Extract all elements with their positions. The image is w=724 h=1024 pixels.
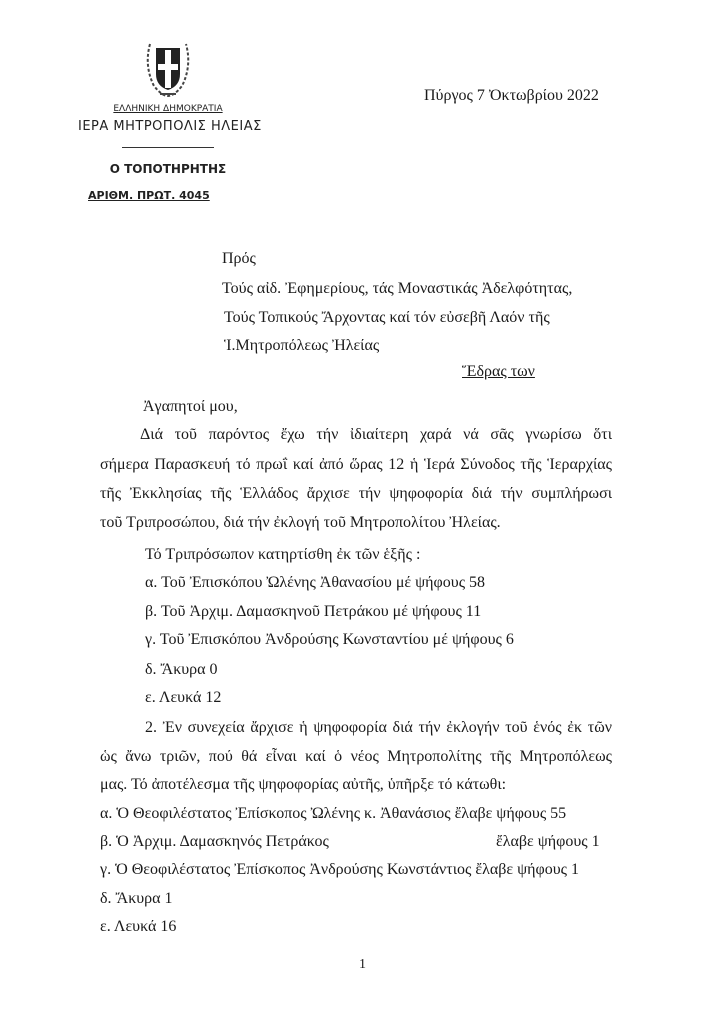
- salutation: Ἀγαπητοί μου,: [143, 398, 238, 415]
- office-title: Ο ΤΟΠΟΤΗΡΗΤΗΣ: [109, 162, 227, 176]
- body-line: τοῦ Τριπροσώπου, διά τήν ἐκλογή τοῦ Μητροπολίτου Ἠλείας.: [100, 514, 501, 531]
- recipient-line: Ἱ.Μητροπόλεως Ἠλείας: [224, 337, 380, 354]
- result-item: γ. Ὁ Θεοφιλέστατος Ἐπίσκοπος Ἀνδρούσης Κωνστάντιος ἔλαβε ψήφους 1: [100, 861, 579, 878]
- result-item: α. Ὁ Θεοφιλέστατος Ἐπίσκοπος Ὠλένης κ. Ἀθανάσιος ἔλαβε ψήφους 55: [100, 805, 567, 822]
- recipient-line: Τούς αἰδ. Ἐφημερίους, τάς Μοναστικάς Ἀδελφότητας,: [222, 280, 573, 297]
- recipient-line: Τούς Τοπικούς Ἄρχοντας καί τόν εὐσεβῆ Λαόν τῆς: [224, 309, 550, 326]
- organization-name: ΙΕΡΑ ΜΗΤΡΟΠΟΛΙΣ ΗΛΕΙΑΣ: [78, 119, 262, 134]
- body-line: μας. Τό ἀποτέλεσμα τῆς ψηφοφορίας αὐτῆς, ὑπῆρξε τό κάτωθι:: [100, 776, 507, 793]
- body-line: ὡς ἄνω τριῶν, πού θά εἶναι καί ὁ νέος Μητροπολίτης τῆς Μητροπόλεως: [100, 748, 612, 765]
- recipients-to: Πρός: [222, 250, 256, 267]
- body-line: τῆς Ἐκκλησίας τῆς Ἑλλάδος ἄρχισε τήν ψηφοφορία διά τήν συμπλήρωσι: [100, 485, 612, 502]
- recipients-seats: Ἕδρας των: [462, 363, 535, 380]
- divider-ornament: [122, 147, 214, 148]
- result-votes: ἔλαβε ψήφους 1: [496, 833, 600, 850]
- coat-of-arms-emblem: [140, 36, 196, 100]
- body-line: 2. Ἐν συνεχεία ἄρχισε ἡ ψηφοφορία διά τήν ἐκλογήν τοῦ ἑνός ἐκ τῶν: [145, 719, 612, 736]
- result-item: ε. Λευκά 16: [100, 918, 177, 935]
- triprosopon-intro: Τό Τριπρόσωπον κατηρτίσθη ἐκ τῶν ἑξῆς :: [145, 546, 421, 563]
- triprosopon-item: γ. Τοῦ Ἐπισκόπου Ἀνδρούσης Κωνσταντίου μέ ψήφους 6: [145, 631, 514, 648]
- body-line: σήμερα Παρασκευή τό πρωΐ καί ἀπό ὥρας 12 ἡ Ἱερά Σύνοδος τῆς Ἱεραρχίας: [100, 456, 612, 473]
- page-number: 1: [359, 957, 366, 972]
- triprosopon-item: α. Τοῦ Ἐπισκόπου Ὠλένης Ἀθανασίου μέ ψήφους 58: [145, 574, 486, 591]
- triprosopon-item: β. Τοῦ Ἀρχιμ. Δαμασκηνοῦ Πετράκου μέ ψήφους 11: [145, 603, 482, 620]
- state-name: ΕΛΛΗΝΙΚΗ ΔΗΜΟΚΡΑΤΙΑ: [113, 104, 223, 114]
- triprosopon-item: ε. Λευκά 12: [145, 689, 222, 706]
- triprosopon-item: δ. Ἄκυρα 0: [145, 661, 218, 678]
- protocol-number: ΑΡΙΘΜ. ΠΡΩΤ. 4045: [88, 189, 210, 202]
- result-item: β. Ὁ Ἀρχιμ. Δαμασκηνός Πετράκος: [100, 833, 329, 850]
- body-line: Διά τοῦ παρόντος ἔχω τήν ἰδιαίτερη χαρά νά σᾶς γνωρίσω ὅτι: [140, 426, 612, 443]
- result-item: δ. Ἄκυρα 1: [100, 890, 173, 907]
- document-date: Πύργος 7 Ὀκτωβρίου 2022: [424, 87, 599, 104]
